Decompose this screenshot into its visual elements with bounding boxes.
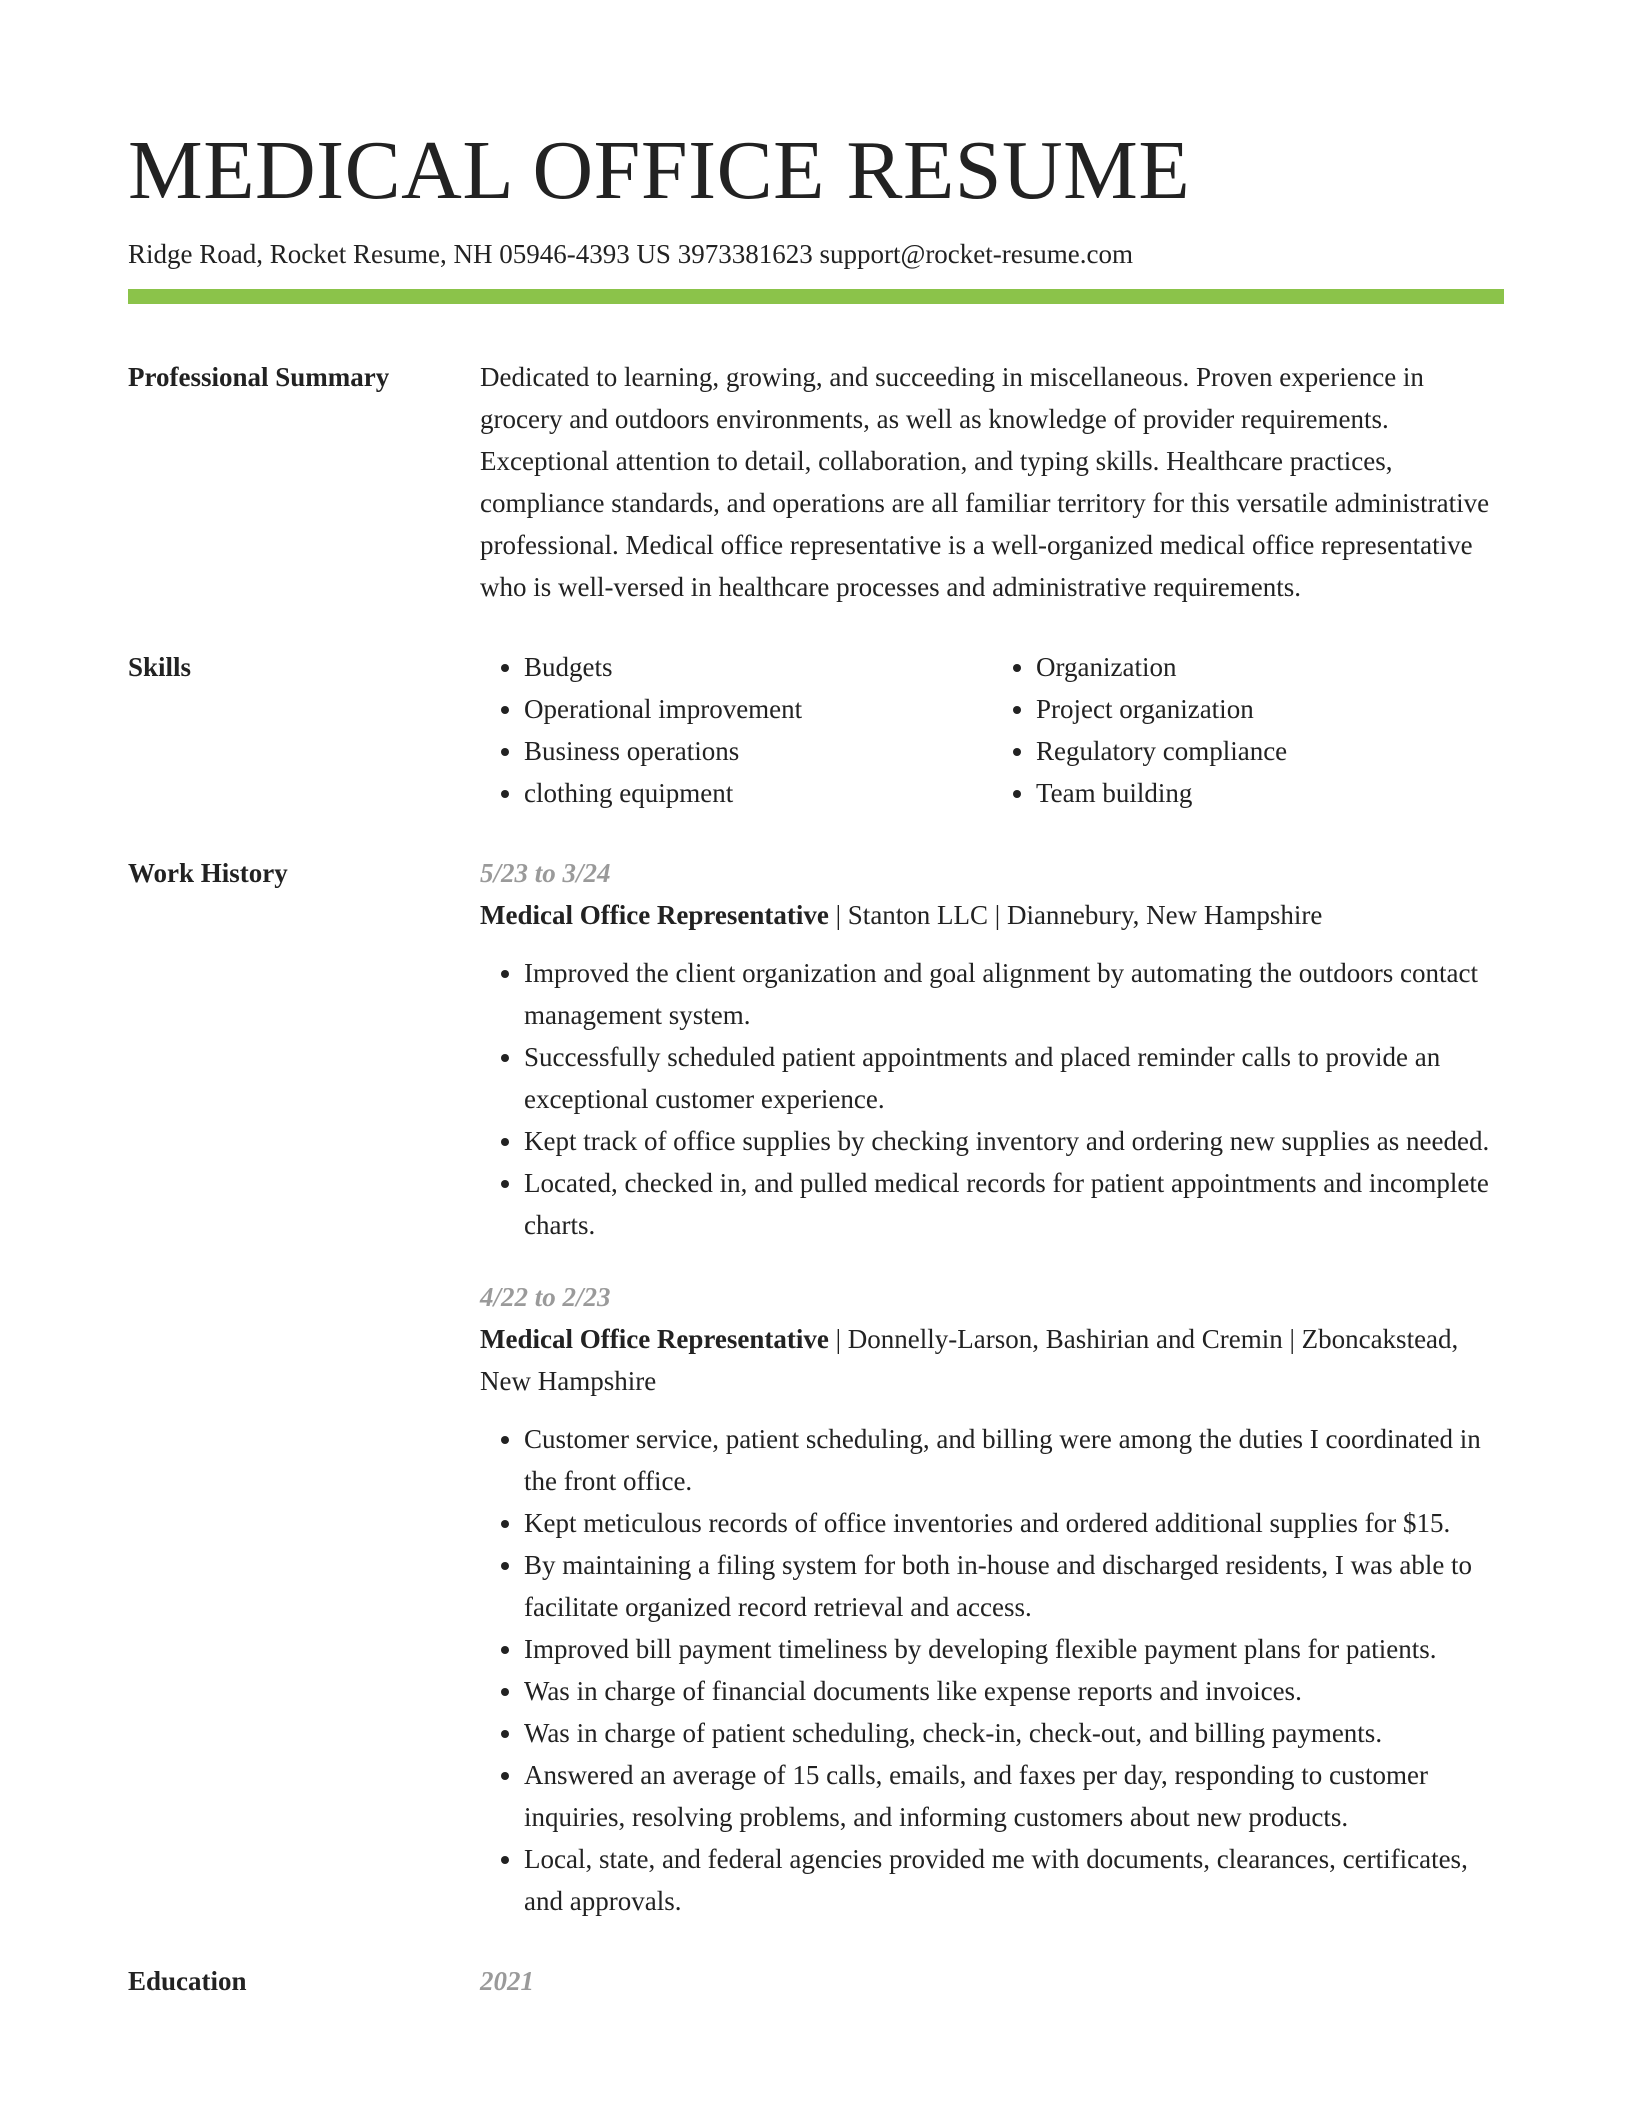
- work-history-heading: Work History: [128, 858, 288, 888]
- education-heading: Education: [128, 1966, 247, 1996]
- job-bullet: • Kept meticulous records of office inventories and ordered additional supplies for $15.: [524, 1502, 1504, 1544]
- work-history-body: [480, 852, 1504, 1922]
- job-bullet: • Located, checked in, and pulled medical records for patient appointments and incomplete charts.: [524, 1162, 1504, 1246]
- summary-section: [128, 356, 1504, 608]
- job-bullet: • Customer service, patient scheduling, and billing were among the duties I coordinated in the front office.: [524, 1418, 1504, 1502]
- job-company: | Donnelly-Larson, Bashirian and Cremin | Zboncakstead, New Hampshire: [480, 1324, 1459, 1396]
- skill-item: • Regulatory compliance: [1036, 730, 1504, 772]
- job-entry: [480, 852, 1504, 1246]
- skill-item: • Project organization: [1036, 688, 1504, 730]
- education-section: [128, 1960, 1504, 2002]
- job-role: Medical Office Representative: [480, 900, 829, 930]
- education-body: [480, 1960, 1504, 2002]
- job-company: | Stanton LLC | Diannebury, New Hampshire: [828, 900, 1323, 930]
- header-divider: [128, 289, 1504, 304]
- summary-body: [480, 356, 1504, 608]
- job-bullet: • Was in charge of financial documents like expense reports and invoices.: [524, 1670, 1504, 1712]
- job-bullets: [480, 952, 1504, 1246]
- job-bullet: • By maintaining a filing system for both in-house and discharged residents, I was able to facilitate organized record retrieval and access.: [524, 1544, 1504, 1628]
- skills-heading: Skills: [128, 652, 192, 682]
- job-bullet: • Kept track of office supplies by checking inventory and ordering new supplies as needed.: [524, 1120, 1504, 1162]
- skills-list-left: [480, 646, 992, 814]
- job-bullet: • Local, state, and federal agencies provided me with documents, clearances, certificates, and approvals.: [524, 1838, 1504, 1922]
- summary-text: Dedicated to learning, growing, and succeeding in miscellaneous. Proven experience in grocery and outdoors environments, as well as knowledge of provider requirements. Exceptional attention to detail, collaboration, and typing skills. Healthcare practices, compliance standards, and operations are all familiar territory for this versatile administrative professional. Medical office representative is a well-organized medical office representative who is well-versed in healthcare processes and administrative requirements.: [480, 362, 1490, 602]
- job-bullet: • Improved bill payment timeliness by developing flexible payment plans for patients.: [524, 1628, 1504, 1670]
- page-title: MEDICAL OFFICE RESUME: [128, 124, 1191, 217]
- skills-list-right: [992, 646, 1504, 814]
- skills-body: [480, 646, 1504, 814]
- education-dates: 2021: [480, 1966, 534, 1996]
- contact-line: Ridge Road, Rocket Resume, NH 05946-4393 US 3973381623 support@rocket-resume.com: [128, 239, 1133, 269]
- job-title-line: [480, 894, 1504, 936]
- skills-section: [128, 646, 1504, 814]
- skill-item: • clothing equipment: [524, 772, 992, 814]
- job-role: Medical Office Representative: [480, 1324, 829, 1354]
- job-entry: [480, 1276, 1504, 1922]
- skill-item: • Budgets: [524, 646, 992, 688]
- skill-item: • Organization: [1036, 646, 1504, 688]
- skill-item: • Team building: [1036, 772, 1504, 814]
- job-title-line: [480, 1318, 1504, 1402]
- job-bullets: [480, 1418, 1504, 1922]
- work-history-section: [128, 852, 1504, 1922]
- skill-item: • Operational improvement: [524, 688, 992, 730]
- skill-item: • Business operations: [524, 730, 992, 772]
- job-dates: 5/23 to 3/24: [480, 858, 611, 888]
- job-bullet: • Improved the client organization and goal alignment by automating the outdoors contact management system.: [524, 952, 1504, 1036]
- job-bullet: • Answered an average of 15 calls, emails, and faxes per day, responding to customer inquiries, resolving problems, and informing customers about new products.: [524, 1754, 1504, 1838]
- job-bullet: • Was in charge of patient scheduling, check-in, check-out, and billing payments.: [524, 1712, 1504, 1754]
- job-bullet: • Successfully scheduled patient appointments and placed reminder calls to provide an exceptional customer experience.: [524, 1036, 1504, 1120]
- summary-heading: Professional Summary: [128, 362, 390, 392]
- job-dates: 4/22 to 2/23: [480, 1282, 611, 1312]
